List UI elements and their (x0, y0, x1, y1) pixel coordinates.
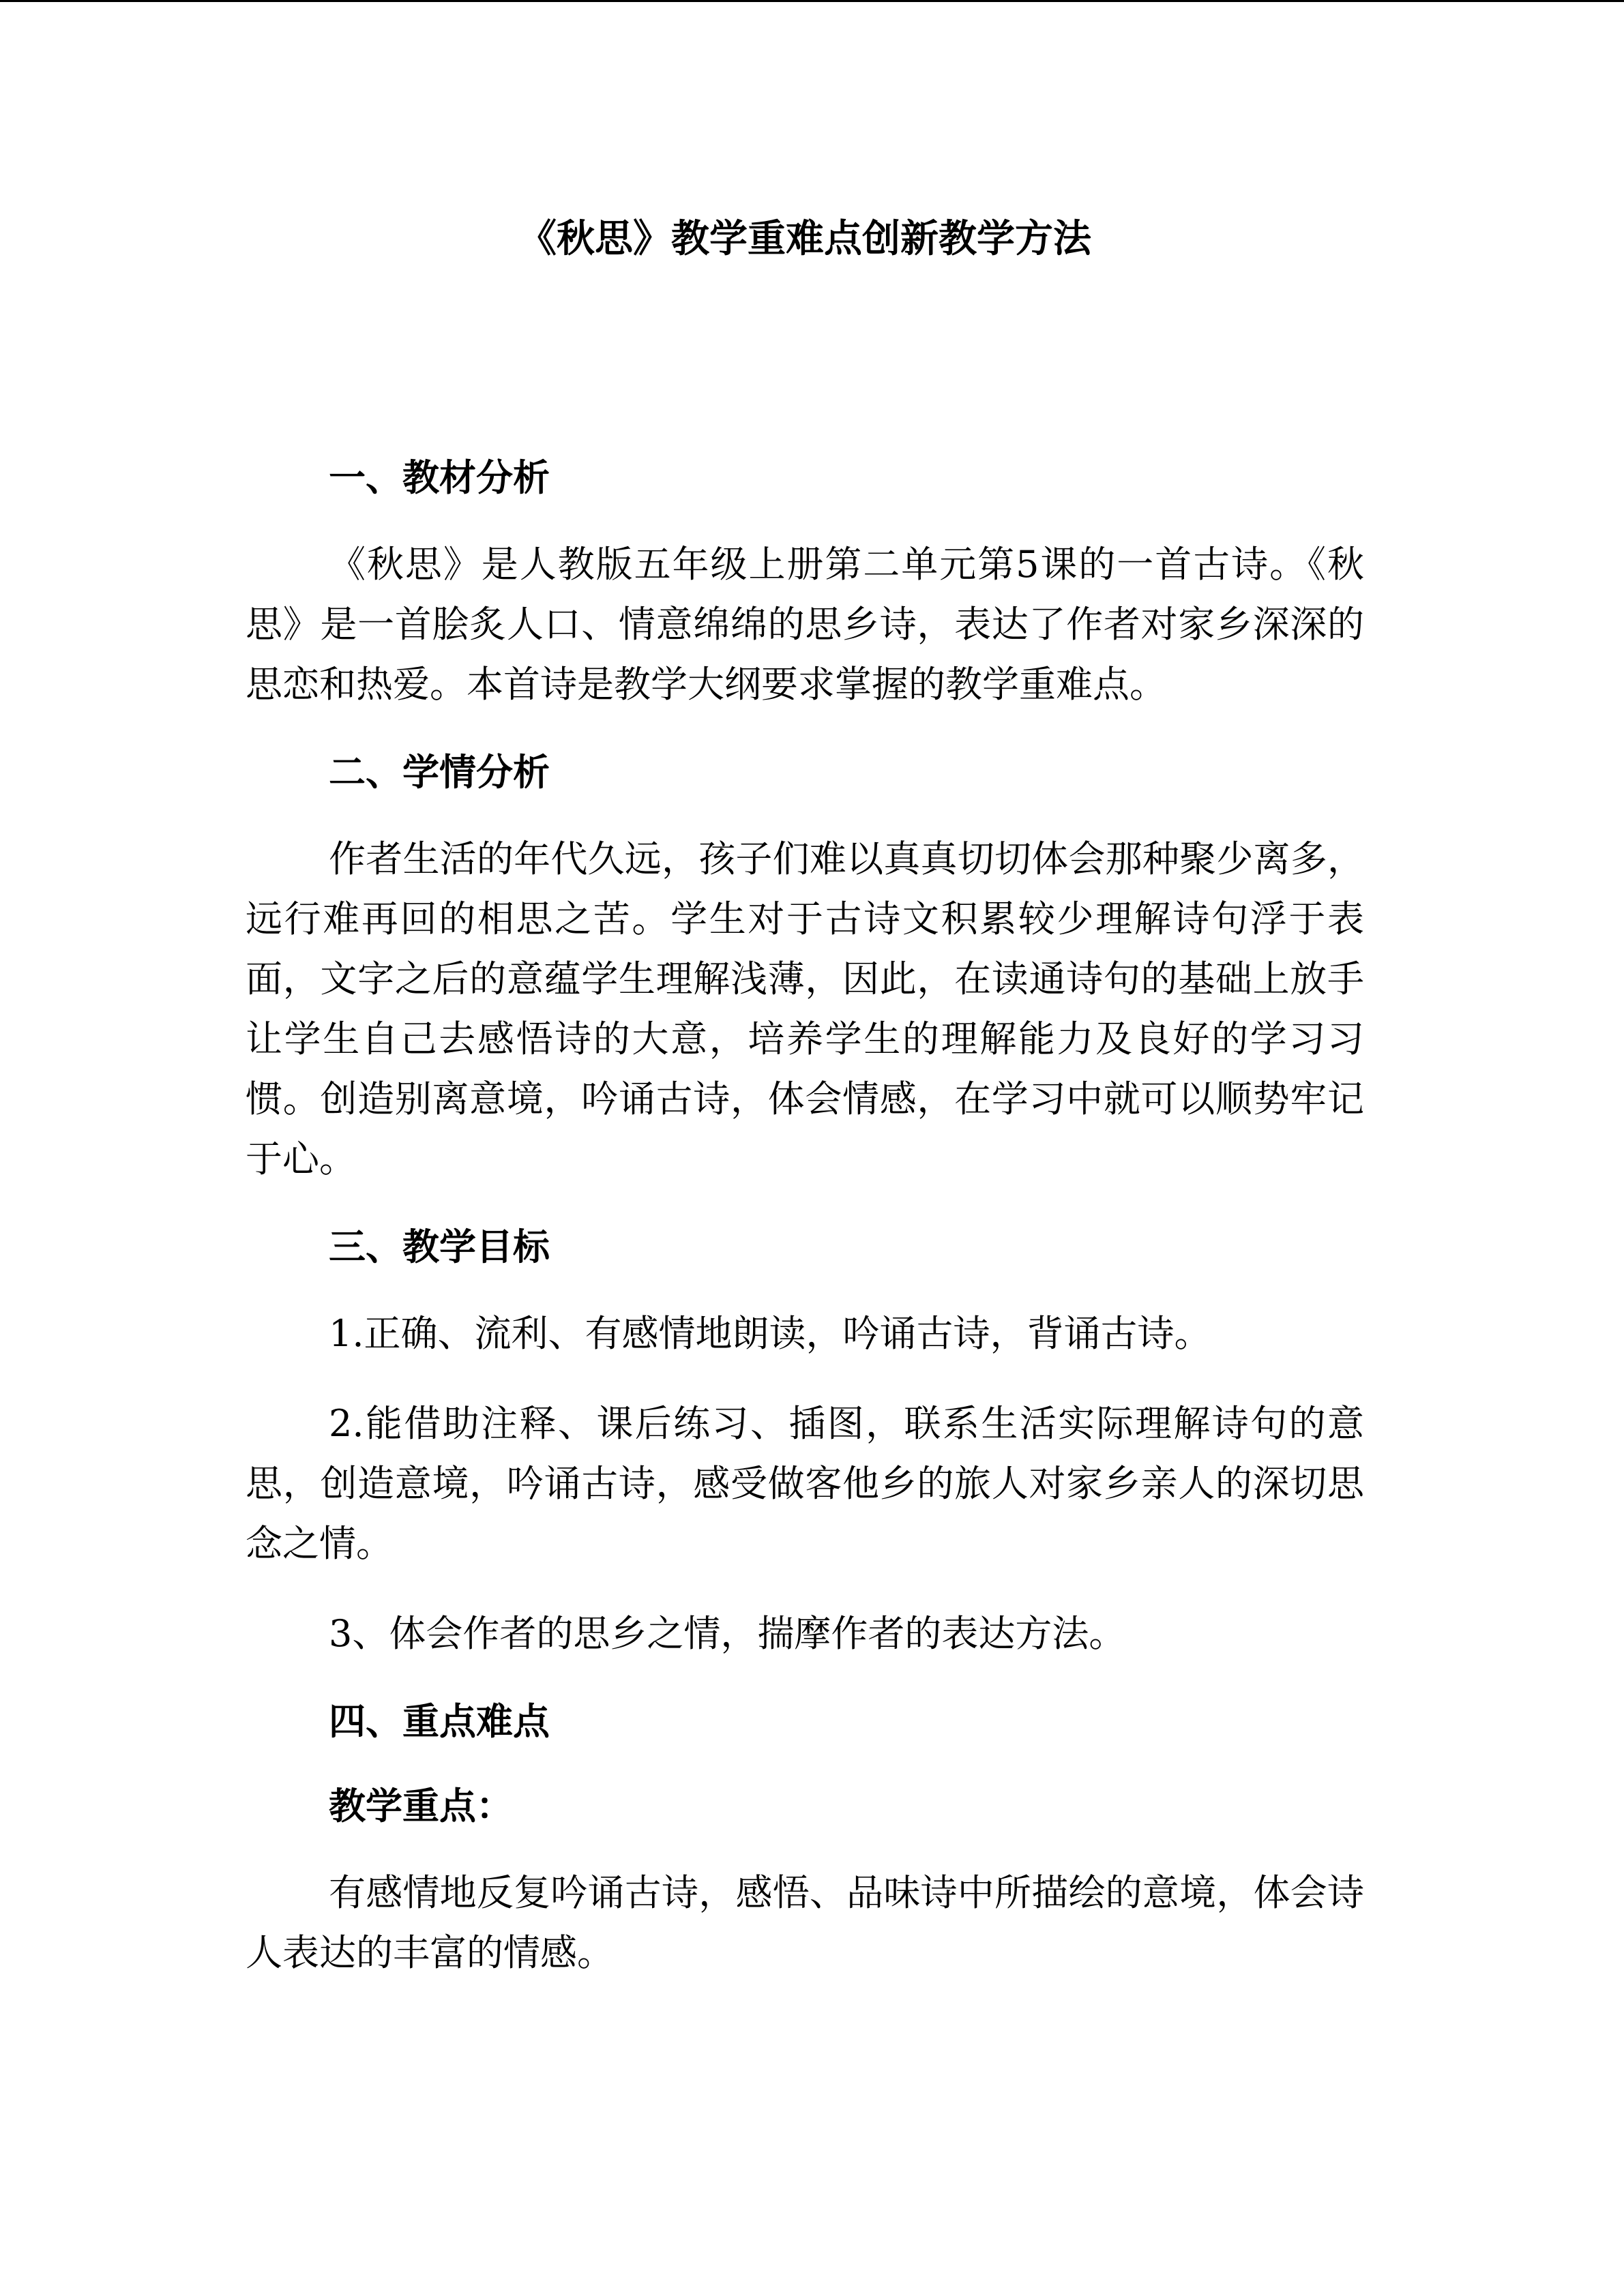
document-title: 《秋思》教学重难点创新教学方法 (518, 216, 1091, 261)
section-heading-student-analysis: 二、学情分析 (329, 750, 550, 794)
section-heading-teaching-goals: 三、教学目标 (329, 1225, 550, 1268)
paragraph-student-analysis: 作者生活的年代久远，孩子们难以真真切切体会那种聚少离多，远行难再回的相思之苦。学生对于古诗文积累较少理解诗句浮于表面，文字之后的意蕴学生理解浅薄，因此，在读通诗句的基础上放手让学生自己去感悟诗的大意，培养学生的理解能力及良好的学习习惯。创造别离意境，吟诵古诗，体会情感，在学习中就可以顺势牢记于心。 (246, 837, 1364, 1180)
top-border-line (0, 0, 1624, 2)
paragraph-goal-3: 3、体会作者的思乡之情，揣摩作者的表达方法。 (329, 1612, 1126, 1655)
paragraph-teaching-focus: 有感情地反复吟诵古诗，感悟、品味诗中所描绘的意境，体会诗人表达的丰富的情感。 (246, 1871, 1364, 1974)
paragraph-goal-1: 1.正确、流利、有感情地朗读，吟诵古诗，背诵古诗。 (329, 1312, 1211, 1355)
subheading-teaching-focus: 教学重点： (329, 1784, 513, 1828)
paragraph-material-analysis: 《秋思》是人教版五年级上册第二单元第5课的一首古诗。《秋思》是一首脍炙人口、情意绵绵的思乡诗，表达了作者对家乡深深的思恋和热爱。本首诗是教学大纲要求掌握的教学重难点。 (246, 543, 1364, 706)
section-heading-material-analysis: 一、教材分析 (329, 456, 550, 499)
paragraph-goal-2: 2.能借助注释、课后练习、插图，联系生活实际理解诗句的意思，创造意境，吟诵古诗，感受做客他乡的旅人对家乡亲人的深切思念之情。 (246, 1402, 1364, 1565)
section-heading-key-difficulties: 四、重点难点 (329, 1699, 550, 1743)
document-body (246, 205, 1364, 2013)
